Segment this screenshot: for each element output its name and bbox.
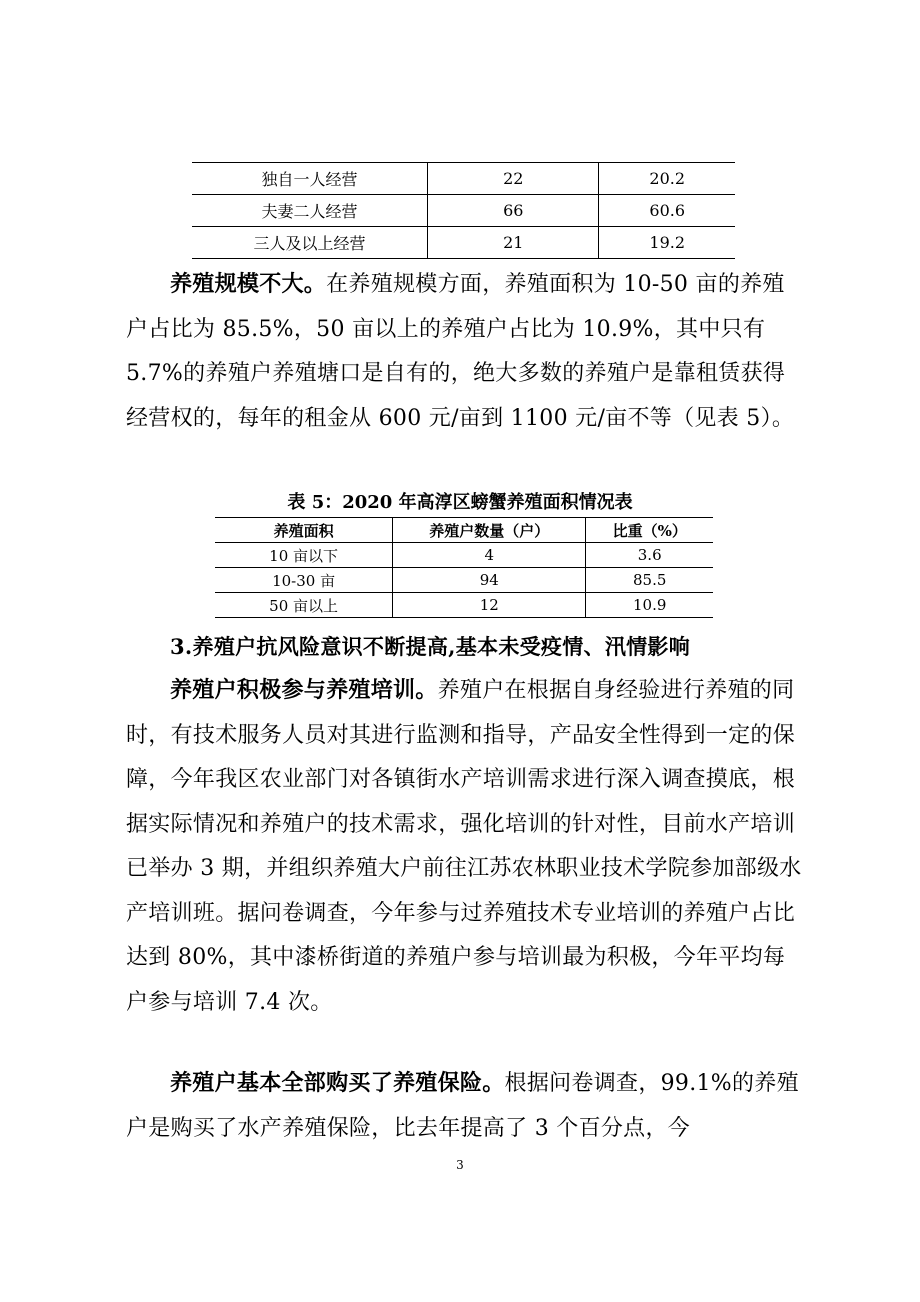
table-row [192,163,735,195]
table-row [192,195,735,227]
table-cell: 20.2 [599,163,735,195]
operation-mode-table [192,162,735,259]
table-cell: 66 [428,195,599,227]
table-cell: 22 [428,163,599,195]
table-cell: 60.6 [599,195,735,227]
table-cell: 50 亩以上 [215,593,393,618]
paragraph-body: 养殖户在根据自身经验进行养殖的同时，有技术服务人员对其进行监测和指导，产品安全性得到一定的保障，今年我区农业部门对各镇街水产培训需求进行深入调查摸底，根据实际情况和养殖户的技术需求，强化培训的针对性，目前水产培训已举办 3 期，并组织养殖大户前往江苏农林职业技术学院参加部级水产培训班。据问卷调查，今年参与过养殖技术专业培训的养殖户占比达到 80%，其中漆桥街道的养殖户参与培训最为积极，今年平均每户参与培训 7.4 次。 [126,678,802,1015]
table-header-row [215,518,713,543]
table-row [215,568,713,593]
table-cell: 85.5 [586,568,713,593]
farming-area-table [215,517,713,618]
paragraph-body: 根据问卷调查，99.1%的养殖户是购买了水产养殖保险，比去年提高了 3 个百分点，今 [126,1071,799,1141]
table-row [215,543,713,568]
table-cell: 三人及以上经营 [192,227,428,259]
table-cell: 10-30 亩 [215,568,393,593]
page-number: 3 [456,1158,464,1172]
table-header-cell: 比重（%） [586,518,713,543]
table-header-cell: 养殖户数量（户） [393,518,586,543]
paragraph-body: 在养殖规模方面，养殖面积为 10-50 亩的养殖户占比为 85.5%，50 亩以上的养殖户占比为 10.9%，其中只有 5.7%的养殖户养殖塘口是自有的，绝大多数的养殖户是靠租赁获得经营权的，每年的租金从 600 元/亩到 1100 元/亩不等（见表 5）。 [126,272,795,431]
paragraph-lead: 养殖户积极参与养殖培训。 [170,677,438,703]
paragraph-lead: 养殖规模不大。 [170,271,327,297]
table-cell: 94 [393,568,586,593]
table-cell: 21 [428,227,599,259]
table-caption: 表 5：2020 年高淳区螃蟹养殖面积情况表 [287,492,633,513]
table-cell: 10.9 [586,593,713,618]
table-row [215,593,713,618]
table-row [192,227,735,259]
paragraph-lead: 养殖户基本全部购买了养殖保险。 [170,1070,505,1096]
table-cell: 12 [393,593,586,618]
table-header-cell: 养殖面积 [215,518,393,543]
paragraph-training [126,668,806,1025]
table-cell: 19.2 [599,227,735,259]
table-cell: 夫妻二人经营 [192,195,428,227]
paragraph-scale [126,262,806,441]
table-cell: 3.6 [586,543,713,568]
table-cell: 独自一人经营 [192,163,428,195]
section-heading: 3.养殖户抗风险意识不断提高,基本未受疫情、汛情影响 [170,634,691,659]
paragraph-insurance [126,1061,806,1151]
table-cell: 10 亩以下 [215,543,393,568]
table-cell: 4 [393,543,586,568]
